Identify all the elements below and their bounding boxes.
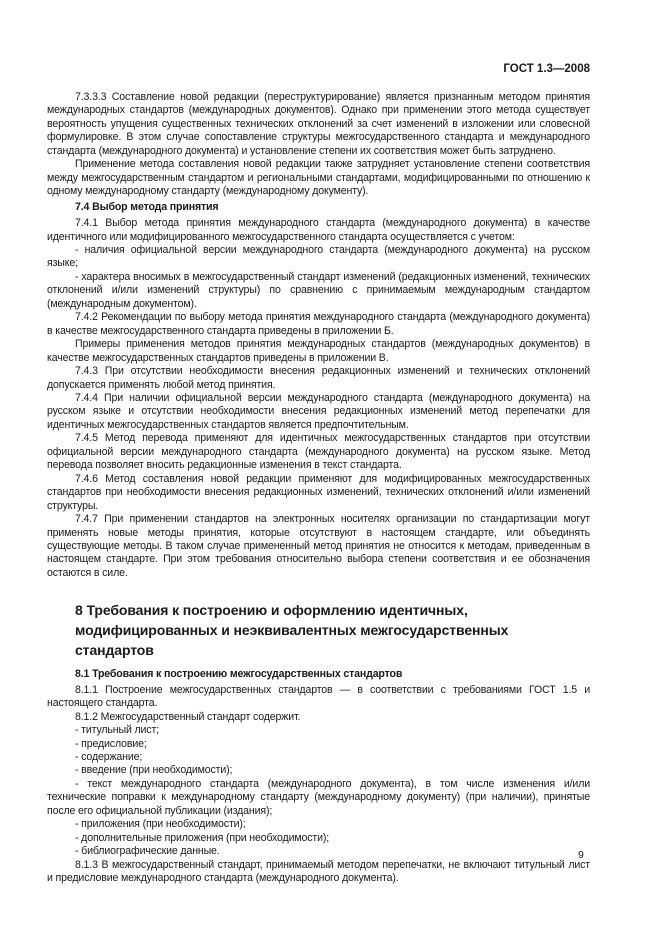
list-item: - содержание; (75, 751, 143, 764)
section-heading-8: 8 Требования к построению и оформлению идентичных, модифицированных и неэквивалентных межгосударственных стандартов (75, 602, 509, 659)
paragraph-7-3-3-3: 7.3.3.3 Составление новой редакции (переструктурирование) является признанным методом принятия международных стандартов (международных документов). Однако при применении этого метода существует вероятность упущения существенных технических отклонений за счет изменений в изложении или словесной формулировке. В этом случае сопоставление структуры межгосударственного стандарта и международного стандарта (международного документа) и установление степени их соответствия может быть затруднено. (47, 91, 590, 157)
page-number: 9 (578, 849, 584, 861)
paragraph-8-1-2: 8.1.2 Межгосударственный стандарт содержит. (75, 710, 301, 723)
paragraph-7-4-4: 7.4.4 При наличии официальной версии международного стандарта (международного документа) на русском языке и отсутствии необходимости внесения редакционных изменений метод перепечатки для идентичных межгосударственных стандартов является предпочтительным. (47, 391, 590, 431)
list-item: - титульный лист; (75, 724, 159, 737)
list-item: - наличия официальной версии международного стандарта (международного документа) на русском языке; (47, 243, 590, 270)
paragraph-7-4-5: 7.4.5 Метод перевода применяют для идентичных межгосударственных стандартов при отсутствии официальной версии международного стандарта (международного документа) на русском языке. Метод перевода позволяет вносить редакционные изменения в текст стандарта. (47, 432, 590, 472)
paragraph-8-1-1: 8.1.1 Построение межгосударственных стандартов — в соответствии с требованиями ГОСТ 1.5 и настоящего стандарта. (47, 683, 590, 710)
paragraph-7-3-3-3-cont: Применение метода составления новой редакции также затрудняет установление степени соответствия между межгосударственным стандартом и региональными стандартами, модифицированными по отношению к одному международному стандарту (международному документу). (47, 158, 590, 198)
list-item: - характера вносимых в межгосударственный стандарт изменений (редакционных изменений, технических отклонений и/или изменений структуры) по сравнению с принимаемым международным стандартом (международным документом). (47, 270, 590, 310)
paragraph-7-4-2-cont: Примеры применения методов принятия международных стандартов (международных документов) в качестве межгосударственных стандартов приведены в приложении В. (47, 338, 590, 364)
section-heading-7-4: 7.4 Выбор метода принятия (75, 200, 219, 213)
document-header: ГОСТ 1.3—2008 (503, 63, 590, 75)
page-body (47, 91, 590, 886)
section-heading-8-1: 8.1 Требования к построению межгосударственных стандартов (75, 668, 403, 681)
paragraph-7-4-3: 7.4.3 При отсутствии необходимости внесения редакционных изменений и технических отклонений допускается применять любой метод принятия. (47, 365, 590, 391)
list-item: - дополнительные приложения (при необходимости); (75, 831, 330, 844)
list-item: - библиографические данные. (75, 845, 220, 858)
list-item: - приложения (при необходимости); (75, 818, 246, 831)
list-item: - предисловие; (75, 737, 147, 750)
paragraph-7-4-6: 7.4.6 Метод составления новой редакции применяют для модифицированных межгосударственных стандартов при необходимости внесения редакционных изменений, технических отклонений и/или изменений структуры. (47, 472, 590, 512)
paragraph-8-1-3: 8.1.3 В межгосударственный стандарт, принимаемый методом перепечатки, не включают титульный лист и предисловие международного стандарта (международного документа). (47, 858, 590, 885)
paragraph-7-4-2: 7.4.2 Рекомендации по выбору метода принятия международного стандарта (международного документа) в качестве межгосударственного стандарта приведены в приложении Б. (47, 311, 590, 337)
paragraph-7-4-1: 7.4.1 Выбор метода принятия международного стандарта (международного документа) в качестве идентичного или модифицированного межгосударственного стандарта осуществляется с учетом: (47, 217, 590, 243)
paragraph-7-4-7: 7.4.7 При применении стандартов на электронных носителях организации по стандартизации могут применять новые методы принятия, которые отсутствуют в настоящем стандарте, или объединять существующие методы. В таком случае примененный метод принятия не относится к методам, приведенным в настоящем стандарте. При этом требования относительно выбора степени соответствия и ее обозначения остаются в силе. (47, 513, 590, 579)
list-item: - введение (при необходимости); (75, 764, 233, 777)
list-item: - текст международного стандарта (международного документа), в том числе изменения и/или технические поправки к международному стандарту (международному документу) (при наличии), принятые после его официальной публикации (издания); (47, 777, 590, 817)
